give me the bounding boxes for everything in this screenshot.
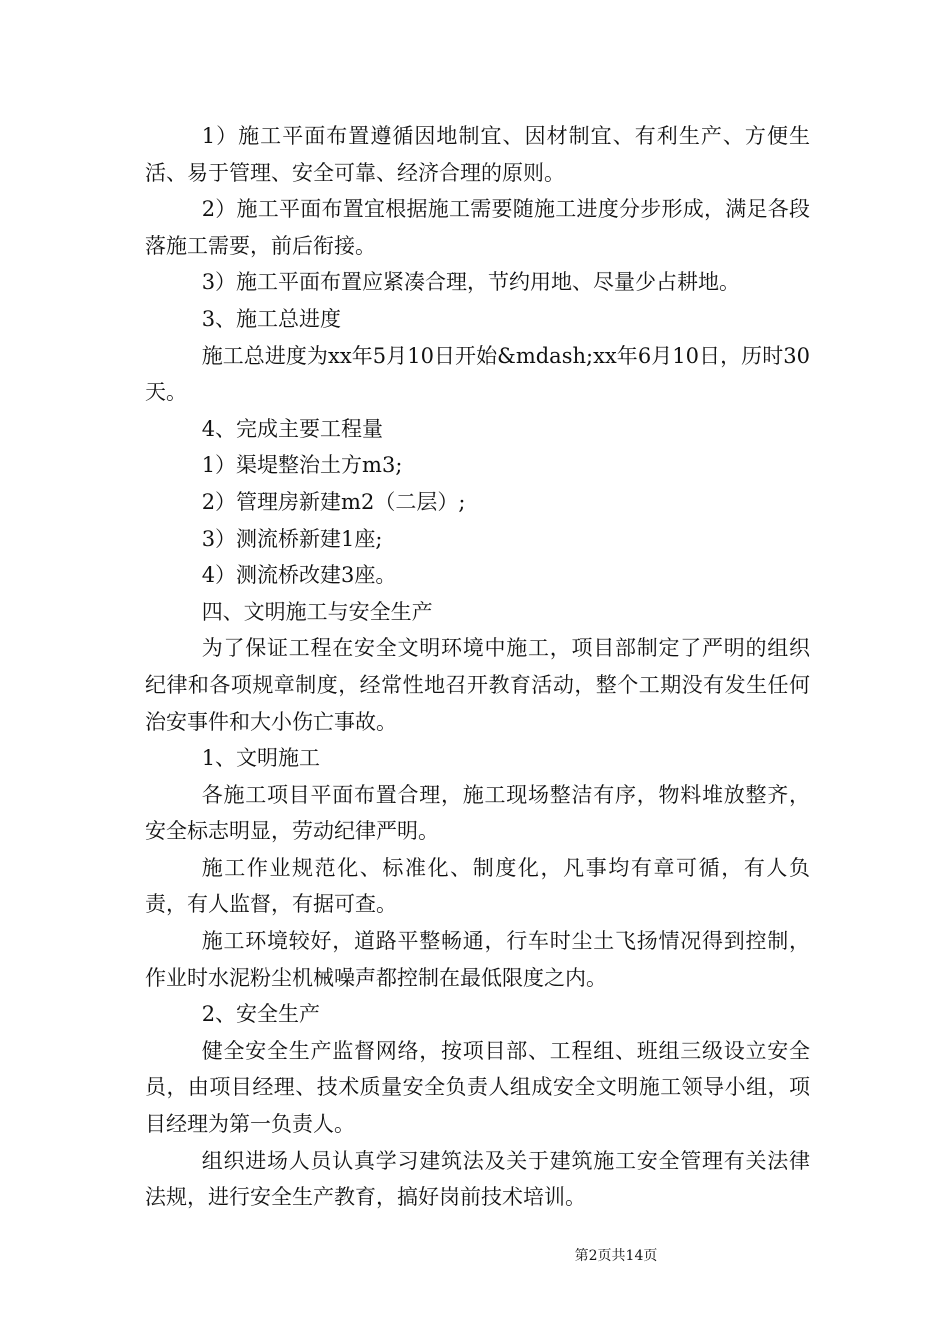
- paragraph: 为了保证工程在安全文明环境中施工，项目部制定了严明的组织纪律和各项规章制度，经常性地召开教育活动，整个工期没有发生任何治安事件和大小伤亡事故。: [145, 636, 810, 734]
- section-heading: 4、完成主要工程量: [201, 416, 384, 441]
- paragraph: 2）施工平面布置宜根据施工需要随施工进度分步形成，满足各段落施工需要，前后衔接。: [145, 197, 810, 258]
- section-heading: 四、文明施工与安全生产: [201, 599, 433, 624]
- list-item: 3）测流桥新建1座;: [201, 526, 383, 551]
- section-heading: 1、文明施工: [201, 746, 321, 771]
- paragraph: 各施工项目平面布置合理，施工现场整洁有序，物料堆放整齐，安全标志明显，劳动纪律严明。: [145, 782, 810, 844]
- list-item: 1）渠堤整治土方m3;: [201, 453, 403, 478]
- paragraph: 1）施工平面布置遵循因地制宜、因材制宜、有利生产、方便生活、易于管理、安全可靠、经济合理的原则。: [145, 124, 810, 185]
- paragraph: 施工作业规范化、标准化、制度化，凡事均有章可循，有人负责，有人监督，有据可查。: [145, 855, 810, 917]
- section-heading: 2、安全生产: [201, 1002, 321, 1027]
- page-number-footer: 第2页共14页: [574, 1248, 658, 1264]
- paragraph: 3）施工平面布置应紧凑合理，节约用地、尽量少占耕地。: [201, 270, 741, 295]
- paragraph: 施工总进度为xx年5月10日开始&mdash;xx年6月10日，历时30天。: [145, 343, 810, 405]
- paragraph: 健全安全生产监督网络，按项目部、工程组、班组三级设立安全员，由项目经理、技术质量安全负责人组成安全文明施工领导小组，项目经理为第一负责人。: [145, 1038, 810, 1137]
- document-body: [145, 118, 810, 1216]
- list-item: 2）管理房新建m2（二层）;: [201, 489, 466, 514]
- paragraph: 组织进场人员认真学习建筑法及关于建筑施工安全管理有关法律法规，进行安全生产教育，搞好岗前技术培训。: [145, 1148, 810, 1210]
- paragraph: 施工环境较好，道路平整畅通，行车时尘土飞扬情况得到控制，作业时水泥粉尘机械噪声都控制在最低限度之内。: [145, 929, 810, 990]
- section-heading: 3、施工总进度: [201, 306, 342, 331]
- list-item: 4）测流桥改建3座。: [201, 563, 397, 588]
